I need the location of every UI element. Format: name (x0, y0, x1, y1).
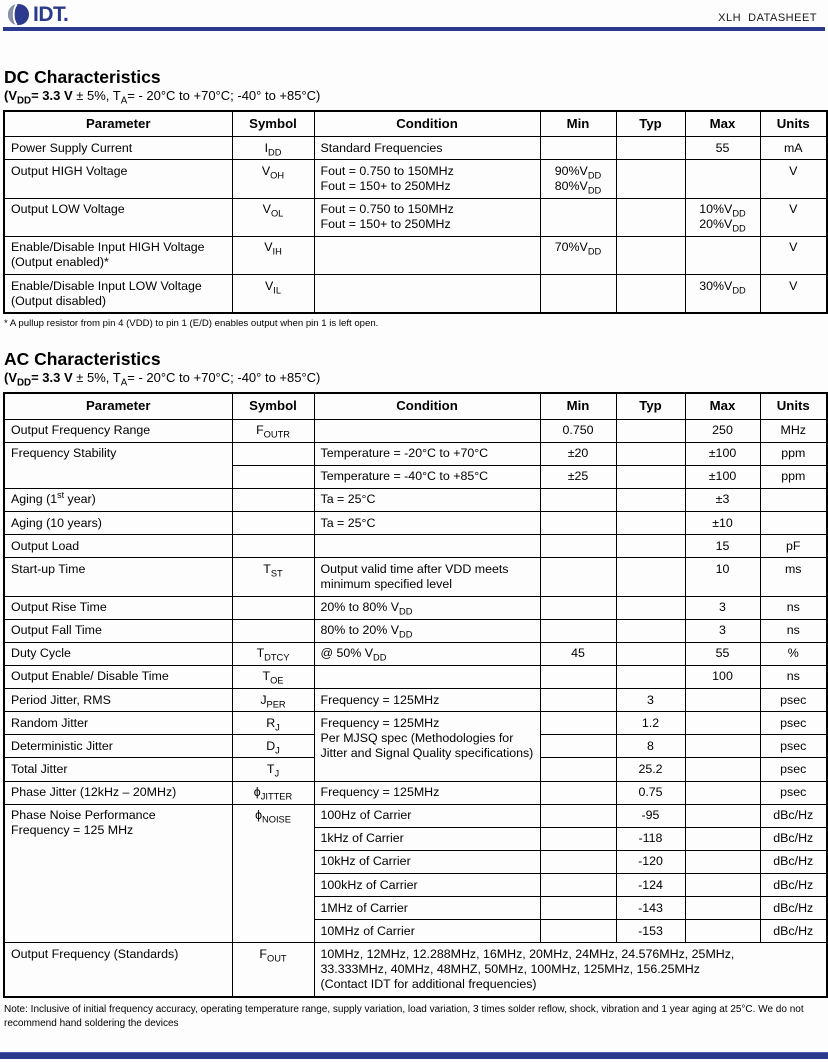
table-cell (616, 137, 685, 160)
table-cell (685, 758, 760, 781)
table-cell: dBc/Hz (760, 874, 827, 897)
table-cell: Enable/Disable Input HIGH Voltage (Output enabled)* (4, 236, 232, 274)
table-cell: $90\%V_{DD}$ $80\%V_{DD}$ (540, 160, 616, 198)
table-cell: -120 (616, 850, 685, 873)
table-cell (232, 465, 314, 488)
table-cell: psec (760, 689, 827, 712)
table-cell: mA (760, 137, 827, 160)
table-cell: Power Supply Current (4, 137, 232, 160)
table-cell (314, 535, 540, 558)
table-cell (760, 488, 827, 511)
table-cell (314, 665, 540, 688)
table-cell: psec (760, 712, 827, 735)
idt-logo (7, 3, 68, 26)
ac-table (3, 392, 828, 997)
table-cell (616, 665, 685, 688)
table-cell: Period Jitter, RMS (4, 689, 232, 712)
dc-subtitle-rest: ± 5%, $T_A= - 20^\circ C$ to +70°C; -40° to +85°C) (72, 88, 321, 107)
table-cell: dBc/Hz (760, 804, 827, 827)
table-header-cell: Min (540, 393, 616, 419)
table-cell: -124 (616, 874, 685, 897)
table-cell: Output Fall Time (4, 619, 232, 642)
table-cell: ±20 (540, 442, 616, 465)
table-cell (232, 488, 314, 511)
table-cell (540, 827, 616, 850)
table-cell: % (760, 642, 827, 665)
table-cell: 3 (685, 619, 760, 642)
table-cell (540, 512, 616, 535)
table-cell: -118 (616, 827, 685, 850)
table-cell: Ta = 25°C (314, 512, 540, 535)
table-cell: Temperature = -20°C to +70°C (314, 442, 540, 465)
table-cell (540, 689, 616, 712)
table-cell: $V_{OH}$ (232, 160, 314, 198)
table-cell: Start-up Time (4, 558, 232, 596)
table-cell (314, 236, 540, 274)
table-cell (314, 275, 540, 314)
table-cell (685, 712, 760, 735)
table-cell: Frequency = 125MHz (314, 689, 540, 712)
table-cell: dBc/Hz (760, 920, 827, 943)
table-cell: 55 (685, 642, 760, 665)
table-cell: 8 (616, 735, 685, 758)
table-cell: ns (760, 596, 827, 619)
idt-globe-icon (7, 3, 30, 26)
table-cell: $D_J$ (232, 735, 314, 758)
table-cell (685, 920, 760, 943)
table-cell: ns (760, 665, 827, 688)
table-cell: 10MHz, 12MHz, 12.288MHz, 16MHz, 20MHz, 24MHz, 24.576MHz, 25MHz, 33.333MHz, 40MHz, 48MHZ, 50MHz, 100MHz, 125MHz, 156.25MHz (Contact IDT for additional frequencies) (314, 943, 827, 997)
table-cell: psec (760, 735, 827, 758)
table-cell (685, 781, 760, 804)
table-cell: ms (760, 558, 827, 596)
table-cell: -143 (616, 897, 685, 920)
table-header-cell: Units (760, 393, 827, 419)
table-cell (685, 827, 760, 850)
table-cell: 1MHz of Carrier (314, 897, 540, 920)
table-cell (540, 920, 616, 943)
table-cell (616, 236, 685, 274)
table-cell: -95 (616, 804, 685, 827)
table-cell (616, 642, 685, 665)
table-cell: Output Enable/ Disable Time (4, 665, 232, 688)
table-cell: 100 (685, 665, 760, 688)
table-cell: Random Jitter (4, 712, 232, 735)
table-header-cell: Typ (616, 111, 685, 137)
table-cell (685, 689, 760, 712)
table-cell: dBc/Hz (760, 827, 827, 850)
table-header-cell: Parameter (4, 111, 232, 137)
bottom-note: Note: Inclusive of initial frequency accuracy, operating temperature range, supply variation, load variation, 3 times solder reflow, shock, vibration and 1 year aging at 25°C. We do not recommend hand soldering the devices (4, 1003, 804, 1030)
table-header-cell: Units (760, 111, 827, 137)
table-cell: Duty Cycle (4, 642, 232, 665)
dc-subtitle-bold: ($V_{DD}= 3.3$ V (4, 88, 73, 107)
table-cell: Fout = 0.750 to 150MHz Fout = 150+ to 250MHz (314, 160, 540, 198)
table-cell: $V_{IH}$ (232, 236, 314, 274)
table-cell: ±3 (685, 488, 760, 511)
table-cell (232, 596, 314, 619)
table-header-cell: Max (685, 111, 760, 137)
dc-footnote: * A pullup resistor from pin 4 (VDD) to pin 1 (E/D) enables output when pin 1 is left open. (4, 318, 379, 330)
ac-subtitle-bold: ($V_{DD}= 3.3$ V (4, 370, 73, 390)
table-cell: psec (760, 781, 827, 804)
table-cell: Aging (1st year) (4, 488, 232, 511)
datasheet-label: XLH DATASHEET (718, 12, 817, 24)
dc-section (3, 67, 825, 329)
table-cell: MHz (760, 419, 827, 442)
table-cell: $V_{IL}$ (232, 275, 314, 314)
brand-text: IDT. (33, 3, 69, 26)
table-cell: V (760, 275, 827, 314)
table-cell: Output LOW Voltage (4, 198, 232, 236)
table-cell: Fout = 0.750 to 150MHz Fout = 150+ to 250MHz (314, 198, 540, 236)
table-cell: Frequency Stability (4, 442, 232, 488)
table-cell: ppm (760, 465, 827, 488)
ac-section-title: AC Characteristics (4, 349, 161, 370)
table-cell (314, 419, 540, 442)
table-cell: 100Hz of Carrier (314, 804, 540, 827)
table-cell (540, 781, 616, 804)
table-header-cell: Symbol (232, 111, 314, 137)
table-cell: $V_{OL}$ (232, 198, 314, 236)
table-cell: $\phi_{NOISE}$ (232, 804, 314, 943)
table-cell: 3 (685, 596, 760, 619)
dc-section-title: DC Characteristics (4, 67, 161, 87)
table-cell (616, 275, 685, 314)
footer-bar (0, 1052, 828, 1059)
table-cell: Output Load (4, 535, 232, 558)
table-cell (616, 442, 685, 465)
table-cell: 1kHz of Carrier (314, 827, 540, 850)
table-cell (616, 198, 685, 236)
table-cell: ±10 (685, 512, 760, 535)
table-cell: 80% to 20% $V_{DD}$ (314, 619, 540, 642)
table-cell: 15 (685, 535, 760, 558)
table-cell: ppm (760, 442, 827, 465)
table-cell: 10MHz of Carrier (314, 920, 540, 943)
table-cell: Output Rise Time (4, 596, 232, 619)
table-cell: ns (760, 619, 827, 642)
table-cell: Deterministic Jitter (4, 735, 232, 758)
table-cell (540, 874, 616, 897)
table-cell: 10 (685, 558, 760, 596)
table-cell (540, 488, 616, 511)
table-cell: dBc/Hz (760, 850, 827, 873)
table-cell: 55 (685, 137, 760, 160)
table-cell: $\phi_{JITTER}$ (232, 781, 314, 804)
table-cell: $F_{OUTR}$ (232, 419, 314, 442)
table-cell (685, 874, 760, 897)
table-cell: -153 (616, 920, 685, 943)
table-cell (616, 160, 685, 198)
table-cell: 1.2 (616, 712, 685, 735)
table-cell (540, 558, 616, 596)
table-header-cell: Condition (314, 111, 540, 137)
table-cell: 20% to 80% $V_{DD}$ (314, 596, 540, 619)
table-cell (540, 735, 616, 758)
table-cell: 250 (685, 419, 760, 442)
table-cell: 25.2 (616, 758, 685, 781)
table-cell: 0.75 (616, 781, 685, 804)
table-cell: 100kHz of Carrier (314, 874, 540, 897)
table-cell (540, 712, 616, 735)
table-cell (616, 419, 685, 442)
table-cell (616, 535, 685, 558)
table-cell: $30\%V_{DD}$ (685, 275, 760, 314)
table-cell (616, 596, 685, 619)
table-cell: ±100 (685, 465, 760, 488)
table-cell: $70\%V_{DD}$ (540, 236, 616, 274)
table-cell (540, 665, 616, 688)
table-cell (616, 512, 685, 535)
table-cell (540, 897, 616, 920)
table-cell: 0.750 (540, 419, 616, 442)
dc-section-subtitle (4, 88, 825, 107)
table-cell: Enable/Disable Input LOW Voltage (Output disabled) (4, 275, 232, 314)
table-header-cell: Symbol (232, 393, 314, 419)
table-cell: pF (760, 535, 827, 558)
table-header-cell: Typ (616, 393, 685, 419)
table-cell (685, 236, 760, 274)
table-cell: Frequency = 125MHz Per MJSQ spec (Methodologies for Jitter and Signal Quality specifications) (314, 712, 540, 781)
table-cell: 3 (616, 689, 685, 712)
table-cell: $T_J$ (232, 758, 314, 781)
table-cell (540, 850, 616, 873)
table-header-cell: Max (685, 393, 760, 419)
table-cell: $R_J$ (232, 712, 314, 735)
table-cell (685, 735, 760, 758)
table-cell: $T_{DTCY}$ (232, 642, 314, 665)
table-cell (685, 897, 760, 920)
table-cell: Phase Noise Performance Frequency = 125 MHz (4, 804, 232, 943)
table-cell: $J_{PER}$ (232, 689, 314, 712)
table-cell: $T_{ST}$ (232, 558, 314, 596)
table-cell: V (760, 160, 827, 198)
table-cell: V (760, 236, 827, 274)
table-cell: $10\%V_{DD}$ $20\%V_{DD}$ (685, 198, 760, 236)
table-cell (232, 535, 314, 558)
table-cell (616, 488, 685, 511)
table-cell (616, 558, 685, 596)
table-cell (232, 619, 314, 642)
table-cell (540, 198, 616, 236)
table-cell: Phase Jitter (12kHz – 20MHz) (4, 781, 232, 804)
ac-section-subtitle (4, 370, 825, 390)
ac-section (3, 349, 825, 1031)
table-cell: Ta = 25°C (314, 488, 540, 511)
table-cell: Output HIGH Voltage (4, 160, 232, 198)
page-header (3, 0, 825, 31)
ac-subtitle-rest: ± 5%, $T_A= - 20^\circ C$ to +70°C; -40° to +85°C) (72, 370, 321, 390)
table-cell (540, 804, 616, 827)
table-cell: dBc/Hz (760, 897, 827, 920)
table-cell (616, 465, 685, 488)
table-cell: $F_{OUT}$ (232, 943, 314, 997)
table-cell: 45 (540, 642, 616, 665)
table-cell (540, 758, 616, 781)
dc-table (3, 110, 828, 314)
table-header-cell: Min (540, 111, 616, 137)
table-cell: @ 50% $V_{DD}$ (314, 642, 540, 665)
table-cell: ±25 (540, 465, 616, 488)
table-cell (540, 535, 616, 558)
table-cell (232, 512, 314, 535)
table-cell (685, 804, 760, 827)
table-cell: Total Jitter (4, 758, 232, 781)
table-cell: psec (760, 758, 827, 781)
table-cell: $I_{DD}$ (232, 137, 314, 160)
table-cell: Standard Frequencies (314, 137, 540, 160)
table-cell: Output Frequency (Standards) (4, 943, 232, 997)
table-cell: Aging (10 years) (4, 512, 232, 535)
table-cell (540, 137, 616, 160)
table-cell (540, 596, 616, 619)
table-header-cell: Condition (314, 393, 540, 419)
table-cell (540, 275, 616, 314)
table-cell (685, 160, 760, 198)
table-cell (616, 619, 685, 642)
table-cell: Frequency = 125MHz (314, 781, 540, 804)
table-cell (685, 850, 760, 873)
table-cell: ±100 (685, 442, 760, 465)
table-cell: V (760, 198, 827, 236)
table-cell: Output valid time after VDD meets minimum specified level (314, 558, 540, 596)
table-cell (760, 512, 827, 535)
table-cell: 10kHz of Carrier (314, 850, 540, 873)
table-cell (540, 619, 616, 642)
table-cell: Output Frequency Range (4, 419, 232, 442)
table-header-cell: Parameter (4, 393, 232, 419)
table-cell: Temperature = -40°C to +85°C (314, 465, 540, 488)
table-cell: $T_{OE}$ (232, 665, 314, 688)
table-cell (232, 442, 314, 465)
